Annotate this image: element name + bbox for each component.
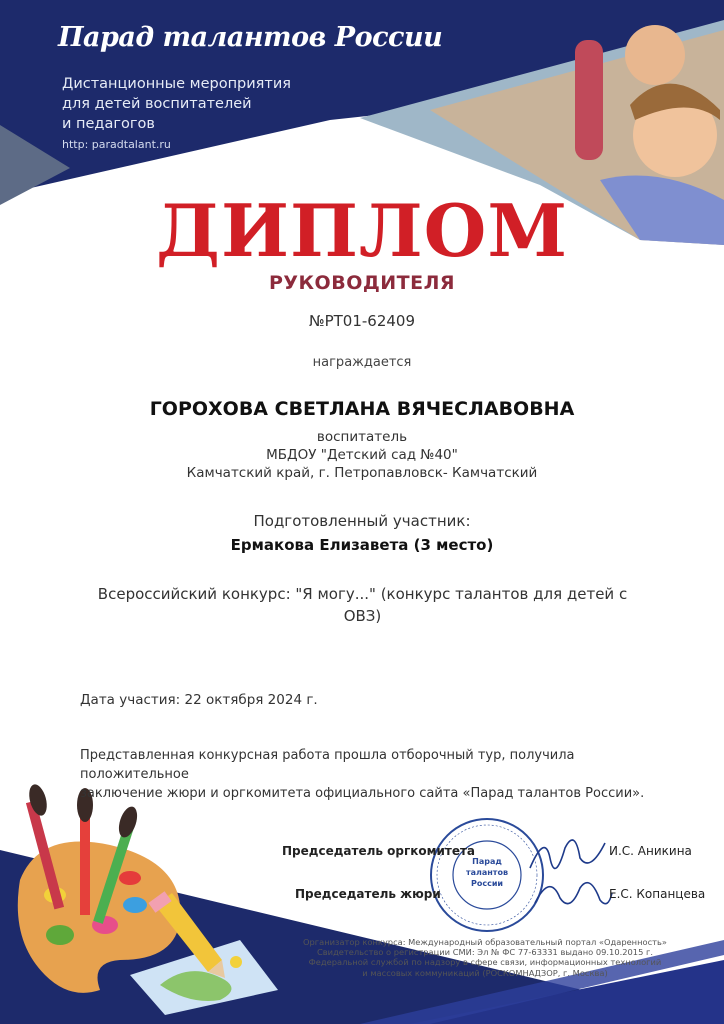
jury-note (80, 746, 680, 803)
brand-title: Парад талантов России (58, 22, 443, 53)
brand-url: http: paradtalant.ru (62, 138, 171, 151)
participation-date: Дата участия: 22 октября 2024 г. (80, 692, 318, 708)
seal-line: России (470, 879, 504, 888)
brand-subtitle-line: для детей воспитателей (62, 96, 252, 112)
jury-note-line: Представленная конкурсная работа прошла отборочный тур, получила положительное (80, 748, 575, 782)
chairman-orgcommittee-name: И.С. Аникина (609, 844, 692, 858)
footer-line: Федеральной службой по надзору в сфере связи, информационных технологий (308, 957, 662, 968)
diploma-number: №РТ01-62409 (308, 312, 416, 330)
chairman-jury-label: Председатель жюри (295, 887, 441, 901)
prepared-participant-label: Подготовленный участник: (253, 512, 471, 530)
seal-line: Парад (472, 857, 502, 866)
recipient-position: воспитатель (316, 429, 408, 445)
contest-line: Всероссийский конкурс: "Я могу..." (конкурс талантов для детей с (97, 585, 628, 603)
recipient-name: ГОРОХОВА СВЕТЛАНА ВЯЧЕСЛАВОВНА (149, 398, 575, 420)
recipient-organization: МБДОУ "Детский сад №40" (266, 447, 458, 463)
footer-line: Свидетельство о регистрации СМИ: Эл № ФС 77-63331 выдано 09.10.2015 г. (317, 947, 653, 958)
chairman-jury-name: Е.С. Копанцева (609, 887, 706, 901)
organizer-footer (300, 937, 670, 978)
awarded-label: награждается (312, 355, 412, 370)
chairman-orgcommittee-label: Председатель оргкомитета (282, 844, 476, 858)
jury-note-line: заключение жюри и оргкомитета официального сайта «Парад талантов России». (80, 786, 645, 801)
footer-line: и массовых коммуникаций (РОСКОМНАДЗОР, г. Москва) (362, 967, 608, 978)
seal-line: талантов (465, 868, 509, 877)
contest-name (80, 583, 645, 627)
art-palette-illustration (18, 782, 278, 1015)
recipient-location: Камчатский край, г. Петропавловск- Камчатский (186, 465, 538, 481)
brand-subtitle-line: и педагогов (62, 116, 155, 132)
brand-subtitle-line: Дистанционные мероприятия (62, 76, 291, 92)
diploma-subtitle: РУКОВОДИТЕЛЯ (268, 272, 456, 294)
footer-line: Организатор конкурса: Международный образовательный портал «Одаренность» (303, 937, 667, 947)
handwritten-signatures (520, 828, 615, 918)
brand-subtitle (62, 74, 342, 134)
participant-name: Ермакова Елизавета (3 место) (230, 536, 494, 554)
diploma-title: ДИПЛОМ (155, 188, 569, 273)
contest-line: ОВЗ) (343, 607, 382, 625)
